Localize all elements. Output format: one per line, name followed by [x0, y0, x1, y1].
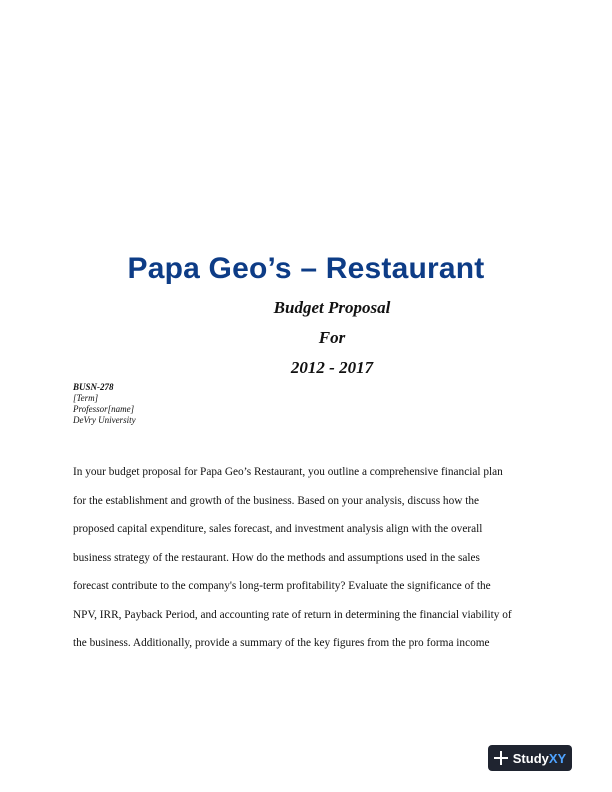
document-title: Papa Geo’s – Restaurant — [127, 252, 485, 285]
body-line: proposed capital expenditure, sales forecast, and investment analysis align with the overall — [73, 523, 483, 535]
body-line: forecast contribute to the company's long-term profitability? Evaluate the significance of the — [73, 580, 491, 592]
body-line: In your budget proposal for Papa Geo’s Restaurant, you outline a comprehensive financial plan — [73, 466, 503, 478]
course-info — [73, 382, 136, 426]
course-professor: Professor[name] — [73, 404, 135, 414]
studyxy-badge[interactable] — [488, 745, 572, 771]
subtitle-line-2: For — [318, 328, 346, 347]
subtitle-line-3: 2012 - 2017 — [290, 358, 374, 377]
course-university: DeVry University — [73, 415, 136, 425]
plus-icon — [494, 751, 508, 765]
body-line: the business. Additionally, provide a summary of the key figures from the pro forma income — [73, 637, 490, 649]
body-line: for the establishment and growth of the business. Based on your analysis, discuss how the — [73, 494, 479, 507]
body-paragraph — [73, 458, 543, 658]
body-line: NPV, IRR, Payback Period, and accounting rate of return in determining the financial viability of — [73, 608, 512, 621]
badge-label-accent: XY — [548, 750, 567, 766]
course-term: [Term] — [73, 393, 99, 403]
badge-label-main: Study — [512, 750, 549, 766]
body-line: business strategy of the restaurant. How do the methods and assumptions used in the sales — [73, 551, 480, 564]
badge-label — [513, 751, 566, 766]
course-code: BUSN-278 — [73, 382, 114, 392]
subtitle-line-1: Budget Proposal — [273, 298, 391, 317]
